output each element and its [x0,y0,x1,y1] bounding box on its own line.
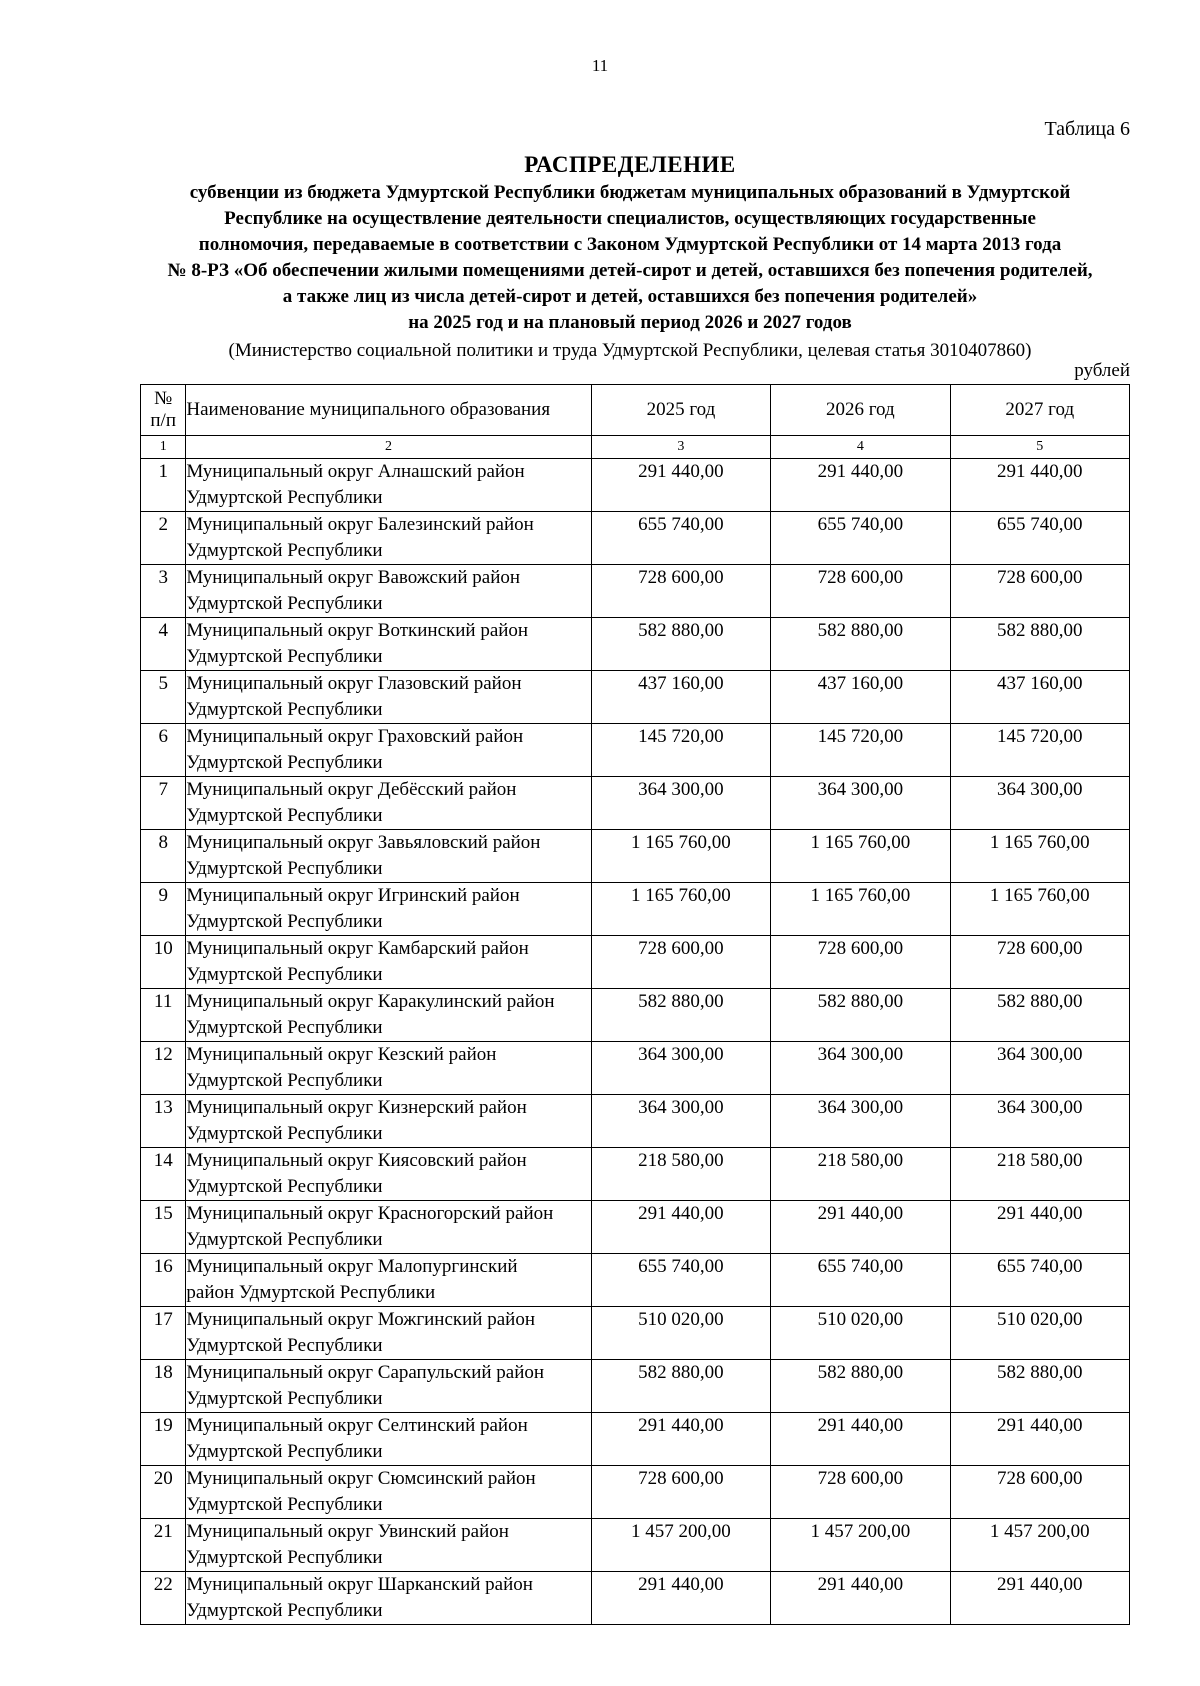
row-value-2025-text: 728 600,00 [638,938,724,959]
distribution-table [140,384,1130,1625]
row-value-2027 [950,512,1129,565]
row-value-2025 [591,777,770,830]
row-value-2026-text: 582 880,00 [817,1362,904,1383]
row-value-2025 [591,1466,770,1519]
row-value-2027 [950,1307,1129,1360]
row-value-2025 [591,618,770,671]
row-name [186,671,591,724]
row-number [141,1095,186,1148]
document-period: на 2025 год и на плановый период 2026 и 2027 годов [408,312,852,333]
table-row [141,777,1130,830]
row-name-line: Муниципальный округ Красногорский район [186,1203,554,1224]
row-number [141,989,186,1042]
table-row [141,565,1130,618]
row-value-2025-text: 582 880,00 [638,1362,724,1383]
row-value-2025 [591,565,770,618]
document-header [130,150,1130,364]
units-label: рублей [1074,360,1130,381]
row-value-2026 [771,936,950,989]
row-value-2027-text: 728 600,00 [997,1468,1083,1489]
row-name-line: Удмуртской Республики [186,1547,383,1568]
row-name-line: Муниципальный округ Увинский район [186,1521,509,1542]
row-value-2027 [950,1360,1129,1413]
row-value-2027-text: 728 600,00 [997,567,1083,588]
row-number-text: 16 [153,1256,173,1277]
row-value-2026-text: 655 740,00 [817,1256,904,1277]
row-value-2026-text: 218 580,00 [817,1150,904,1171]
row-number [141,565,186,618]
row-value-2025-text: 728 600,00 [638,1468,724,1489]
table-label: Таблица 6 [1044,118,1130,140]
document-subtitle [130,180,1130,310]
table-row [141,1254,1130,1307]
row-value-2026-text: 364 300,00 [817,1044,904,1065]
row-value-2025-text: 364 300,00 [638,1044,724,1065]
row-name-line: Муниципальный округ Малопургинский [186,1256,518,1277]
row-value-2027 [950,830,1129,883]
header-2026: 2026 год [771,385,950,436]
table-row [141,1201,1130,1254]
row-number-text: 19 [153,1415,173,1436]
row-name [186,1201,591,1254]
row-name-line: Удмуртской Республики [186,1229,383,1250]
row-value-2025-text: 291 440,00 [638,461,724,482]
row-value-2025 [591,671,770,724]
row-number-text: 7 [158,779,168,800]
row-number [141,671,186,724]
table-row [141,883,1130,936]
row-number [141,1148,186,1201]
row-number [141,1307,186,1360]
row-value-2026 [771,1413,950,1466]
row-name-line: Удмуртской Республики [186,1017,383,1038]
row-value-2026 [771,777,950,830]
row-name-line: Удмуртской Республики [186,1070,383,1091]
row-value-2026-text: 437 160,00 [817,673,904,694]
row-value-2027 [950,1201,1129,1254]
table-row [141,1519,1130,1572]
row-number-text: 4 [158,620,168,641]
row-number [141,459,186,512]
row-value-2026-text: 728 600,00 [817,938,904,959]
row-value-2027 [950,671,1129,724]
row-value-2026-text: 1 165 760,00 [810,885,911,906]
row-number [141,512,186,565]
row-number [141,1519,186,1572]
row-number [141,1572,186,1625]
row-name [186,565,591,618]
row-value-2025-text: 582 880,00 [638,620,724,641]
row-number-text: 20 [153,1468,173,1489]
row-name-line: Удмуртской Республики [186,1388,383,1409]
row-number [141,1201,186,1254]
row-value-2025-text: 291 440,00 [638,1415,724,1436]
row-value-2027 [950,1413,1129,1466]
row-number [141,1360,186,1413]
row-name-line: Удмуртской Республики [186,752,383,773]
header-number-line1: № [154,388,173,409]
row-value-2026-text: 582 880,00 [817,620,904,641]
row-value-2027 [950,1254,1129,1307]
row-value-2025 [591,1095,770,1148]
row-value-2026-text: 291 440,00 [817,461,904,482]
row-value-2027-text: 364 300,00 [997,1097,1083,1118]
row-number-text: 18 [153,1362,173,1383]
row-value-2025-text: 510 020,00 [638,1309,724,1330]
row-name-line: Муниципальный округ Сарапульский район [186,1362,545,1383]
row-name-line: Муниципальный округ Дебёсский район [186,779,517,800]
row-name-line: Муниципальный округ Можгинский район [186,1309,535,1330]
row-value-2026-text: 145 720,00 [817,726,904,747]
row-name-line: район Удмуртской Республики [186,1282,436,1303]
header-number [141,385,186,436]
page-number: 11 [591,56,609,75]
row-value-2025-text: 728 600,00 [638,567,724,588]
row-value-2027 [950,883,1129,936]
row-value-2026 [771,1042,950,1095]
row-value-2026 [771,512,950,565]
row-value-2027-text: 510 020,00 [997,1309,1083,1330]
header-2025: 2025 год [591,385,770,436]
row-name-line: Удмуртской Республики [186,646,383,667]
row-value-2027-text: 582 880,00 [997,1362,1083,1383]
row-number-text: 14 [153,1150,173,1171]
table-row [141,1307,1130,1360]
row-value-2025-text: 291 440,00 [638,1574,724,1595]
row-number-text: 15 [153,1203,173,1224]
row-number-text: 11 [154,991,173,1012]
header-number-line2: п/п [150,410,176,431]
table-row [141,1360,1130,1413]
row-value-2025-text: 655 740,00 [638,1256,724,1277]
subtitle-line: Республике на осуществление деятельности специалистов, осуществляющих государственные [224,208,1036,229]
row-name [186,1042,591,1095]
row-name [186,1254,591,1307]
row-value-2027-text: 582 880,00 [997,620,1083,641]
row-value-2027-text: 218 580,00 [997,1150,1083,1171]
row-number [141,830,186,883]
row-number-text: 3 [158,567,168,588]
row-value-2025 [591,989,770,1042]
row-value-2025 [591,1148,770,1201]
row-name [186,936,591,989]
row-name-line: Муниципальный округ Камбарский район [186,938,529,959]
row-name-line: Удмуртской Республики [186,911,383,932]
row-value-2027 [950,1148,1129,1201]
row-value-2026-text: 728 600,00 [817,567,904,588]
row-number [141,1254,186,1307]
row-value-2026-text: 364 300,00 [817,779,904,800]
row-value-2027-text: 364 300,00 [997,1044,1083,1065]
row-value-2025 [591,936,770,989]
subtitle-line: субвенции из бюджета Удмуртской Республики бюджетам муниципальных образований в Удмуртской [189,182,1071,203]
row-number [141,618,186,671]
table-row [141,1095,1130,1148]
subtitle-line: а также лиц из числа детей-сирот и детей, оставшихся без попечения родителей» [282,286,978,307]
row-value-2027-text: 291 440,00 [997,1574,1083,1595]
row-name [186,1466,591,1519]
row-number-text: 13 [153,1097,173,1118]
row-value-2027 [950,724,1129,777]
row-value-2026 [771,1254,950,1307]
row-value-2025-text: 437 160,00 [638,673,724,694]
row-number [141,1042,186,1095]
row-number-text: 8 [158,832,168,853]
column-index: 4 [771,436,950,459]
row-number [141,724,186,777]
row-name-line: Удмуртской Республики [186,805,383,826]
row-name-line: Удмуртской Республики [186,1123,383,1144]
row-name-line: Удмуртской Республики [186,487,383,508]
row-value-2026-text: 291 440,00 [817,1415,904,1436]
row-name-line: Муниципальный округ Киясовский район [186,1150,527,1171]
row-value-2027 [950,1466,1129,1519]
row-name-line: Муниципальный округ Каракулинский район [186,991,555,1012]
document-ministry: (Министерство социальной политики и труда Удмуртской Республики, целевая статья 3010407860) [228,340,1032,361]
row-number-text: 21 [153,1521,173,1542]
row-name-line: Муниципальный округ Кизнерский район [186,1097,527,1118]
table-row [141,1148,1130,1201]
row-value-2025 [591,1360,770,1413]
row-value-2026-text: 364 300,00 [817,1097,904,1118]
row-value-2026 [771,1201,950,1254]
row-value-2027-text: 655 740,00 [997,514,1083,535]
row-name-line: Удмуртской Республики [186,964,383,985]
row-name-line: Муниципальный округ Сюмсинский район [186,1468,536,1489]
row-number-text: 10 [153,938,173,959]
row-value-2025 [591,1042,770,1095]
row-value-2027 [950,1572,1129,1625]
row-value-2026-text: 1 165 760,00 [810,832,911,853]
row-value-2025 [591,830,770,883]
row-value-2026-text: 291 440,00 [817,1203,904,1224]
row-name-line: Муниципальный округ Граховский район [186,726,524,747]
row-name [186,459,591,512]
table-row [141,459,1130,512]
row-value-2026 [771,1360,950,1413]
row-value-2026 [771,1148,950,1201]
column-index: 1 [141,436,186,459]
row-value-2027 [950,1042,1129,1095]
row-name-line: Муниципальный округ Балезинский район [186,514,534,535]
row-name-line: Муниципальный округ Кезский район [186,1044,497,1065]
row-value-2027-text: 145 720,00 [997,726,1083,747]
row-value-2026 [771,671,950,724]
row-value-2026-text: 291 440,00 [817,1574,904,1595]
table-row [141,1466,1130,1519]
row-value-2027 [950,618,1129,671]
row-number-text: 6 [158,726,168,747]
row-value-2025-text: 1 457 200,00 [631,1521,731,1542]
table-row [141,830,1130,883]
row-name [186,724,591,777]
row-value-2025 [591,1201,770,1254]
row-value-2025-text: 218 580,00 [638,1150,724,1171]
row-name [186,830,591,883]
row-value-2026 [771,565,950,618]
row-name [186,1519,591,1572]
row-value-2027-text: 655 740,00 [997,1256,1083,1277]
row-value-2026-text: 728 600,00 [817,1468,904,1489]
row-value-2026 [771,618,950,671]
row-value-2027-text: 1 457 200,00 [989,1521,1090,1542]
row-value-2027-text: 364 300,00 [997,779,1083,800]
column-index-row [141,436,1130,459]
row-name-line: Удмуртской Республики [186,540,383,561]
row-name-line: Удмуртской Республики [186,1600,383,1621]
row-number-text: 9 [158,885,168,906]
row-value-2025-text: 145 720,00 [638,726,724,747]
row-value-2026 [771,459,950,512]
row-value-2025 [591,1307,770,1360]
row-value-2026 [771,830,950,883]
row-name-line: Удмуртской Республики [186,1335,383,1356]
row-value-2026 [771,1095,950,1148]
document-title: РАСПРЕДЕЛЕНИЕ [524,152,736,177]
row-value-2027 [950,936,1129,989]
row-number-text: 17 [153,1309,173,1330]
row-name-line: Муниципальный округ Завьяловский район [186,832,541,853]
row-name [186,1095,591,1148]
row-name-line: Муниципальный округ Шарканский район [186,1574,533,1595]
row-value-2025-text: 364 300,00 [638,779,724,800]
row-value-2026 [771,1519,950,1572]
row-value-2026-text: 582 880,00 [817,991,904,1012]
row-value-2027-text: 437 160,00 [997,673,1083,694]
row-value-2025 [591,459,770,512]
row-name [186,777,591,830]
row-name-line: Муниципальный округ Воткинский район [186,620,529,641]
row-value-2027 [950,565,1129,618]
row-number-text: 5 [158,673,168,694]
row-name-line: Муниципальный округ Вавожский район [186,567,521,588]
subtitle-line: полномочия, передаваемые в соответствии с Законом Удмуртской Республики от 14 марта 2013 года [198,234,1062,255]
row-value-2027 [950,1095,1129,1148]
table-header-row [141,385,1130,436]
row-value-2026 [771,1572,950,1625]
row-number [141,1413,186,1466]
table-row [141,1413,1130,1466]
header-2027: 2027 год [950,385,1129,436]
table-row [141,1042,1130,1095]
row-name [186,989,591,1042]
table-row [141,512,1130,565]
row-name-line: Муниципальный округ Глазовский район [186,673,522,694]
subtitle-line: № 8-РЗ «Об обеспечении жилыми помещениями детей-сирот и детей, оставшихся без попечения родителей, [167,260,1093,281]
table-row [141,724,1130,777]
row-value-2025-text: 655 740,00 [638,514,724,535]
row-value-2027-text: 728 600,00 [997,938,1083,959]
row-value-2025 [591,724,770,777]
table-row [141,989,1130,1042]
row-name-line: Муниципальный округ Игринский район [186,885,520,906]
row-value-2026 [771,724,950,777]
row-value-2027-text: 291 440,00 [997,461,1083,482]
table-row [141,618,1130,671]
row-number-text: 22 [153,1574,173,1595]
column-index: 2 [186,436,591,459]
table-row [141,936,1130,989]
row-name-line: Муниципальный округ Алнашский район [186,461,525,482]
row-value-2026 [771,1466,950,1519]
row-value-2027 [950,777,1129,830]
table-row [141,671,1130,724]
row-value-2026 [771,883,950,936]
row-value-2025-text: 291 440,00 [638,1203,724,1224]
row-name-line: Муниципальный округ Селтинский район [186,1415,528,1436]
table-row [141,1572,1130,1625]
row-value-2027-text: 582 880,00 [997,991,1083,1012]
row-name [186,1413,591,1466]
row-number [141,1466,186,1519]
row-name-line: Удмуртской Республики [186,593,383,614]
row-name-line: Удмуртской Республики [186,858,383,879]
row-name [186,1360,591,1413]
row-value-2026 [771,1307,950,1360]
column-index: 5 [950,436,1129,459]
row-value-2025-text: 1 165 760,00 [631,885,731,906]
row-name [186,1307,591,1360]
row-value-2026 [771,989,950,1042]
row-value-2027 [950,459,1129,512]
row-number [141,936,186,989]
row-value-2025 [591,1413,770,1466]
row-name [186,512,591,565]
row-value-2027-text: 291 440,00 [997,1415,1083,1436]
row-value-2025-text: 1 165 760,00 [631,832,731,853]
row-name-line: Удмуртской Республики [186,699,383,720]
column-index: 3 [591,436,770,459]
header-name: Наименование муниципального образования [186,385,591,436]
row-value-2026-text: 510 020,00 [817,1309,904,1330]
row-value-2025 [591,512,770,565]
row-value-2027-text: 1 165 760,00 [989,885,1090,906]
row-value-2025-text: 364 300,00 [638,1097,724,1118]
row-value-2025 [591,1519,770,1572]
row-number-text: 12 [153,1044,173,1065]
table-body [141,459,1130,1625]
row-value-2025-text: 582 880,00 [638,991,724,1012]
row-value-2025 [591,1254,770,1307]
row-name-line: Удмуртской Республики [186,1176,383,1197]
row-name-line: Удмуртской Республики [186,1441,383,1462]
row-name [186,883,591,936]
row-value-2027 [950,989,1129,1042]
row-name-line: Удмуртской Республики [186,1494,383,1515]
row-number-text: 1 [158,461,168,482]
row-name [186,618,591,671]
row-value-2025 [591,1572,770,1625]
row-value-2026-text: 655 740,00 [817,514,904,535]
row-value-2027-text: 1 165 760,00 [989,832,1090,853]
row-number [141,883,186,936]
row-value-2025 [591,883,770,936]
row-value-2026-text: 1 457 200,00 [810,1521,911,1542]
row-number [141,777,186,830]
row-name [186,1572,591,1625]
row-value-2027-text: 291 440,00 [997,1203,1083,1224]
row-number-text: 2 [158,514,168,535]
row-value-2027 [950,1519,1129,1572]
row-name [186,1148,591,1201]
